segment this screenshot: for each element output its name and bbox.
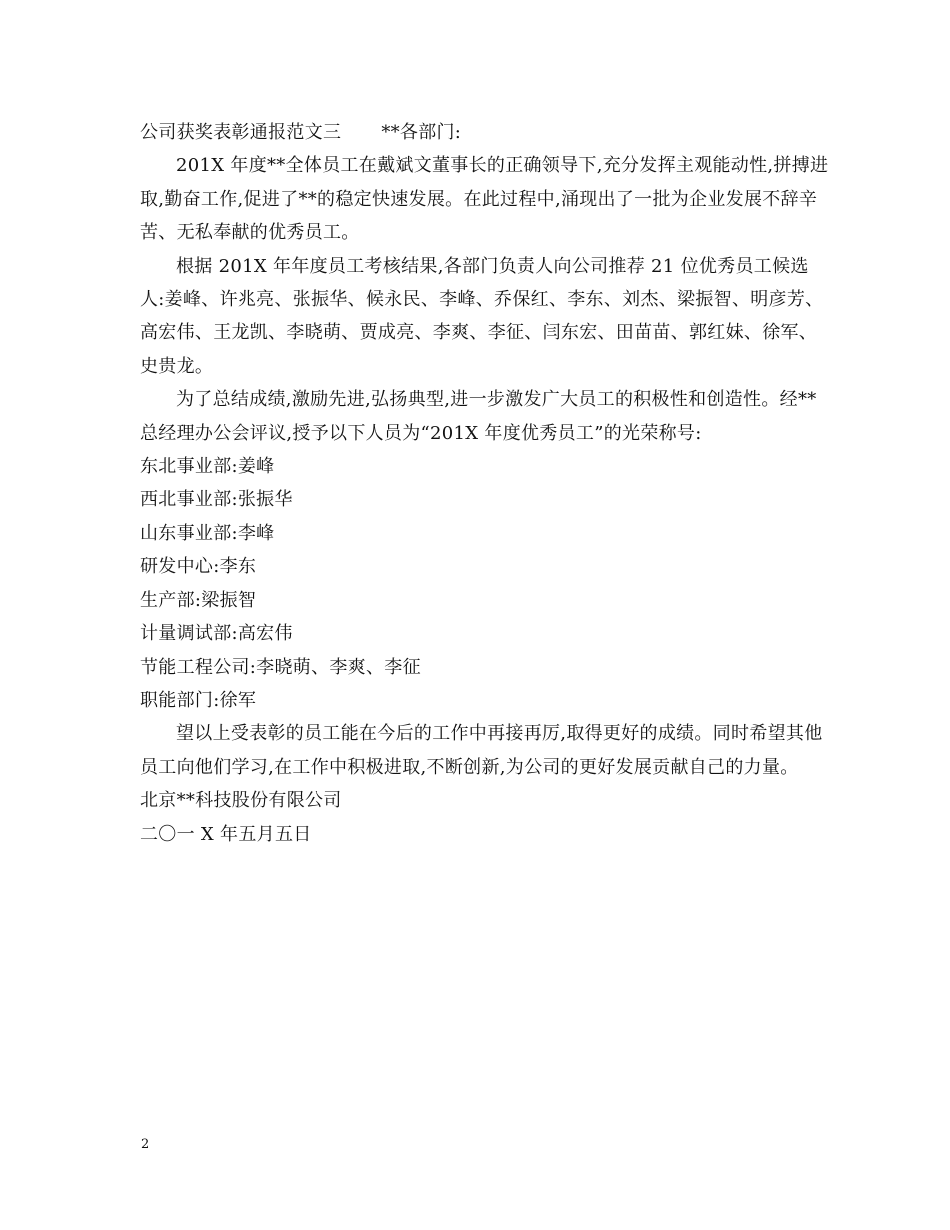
- paragraph-honor: 为了总结成绩,激励先进,弘扬典型,进一步激发广大员工的积极性和创造性。经**总经理办公会评议,授予以下人员为“201X 年度优秀员工”的光荣称号:: [140, 389, 817, 444]
- award-shandong: 山东事业部:李峰: [140, 522, 275, 544]
- award-northeast: 东北事业部:姜峰: [140, 456, 275, 478]
- award-energy-engineering: 节能工程公司:李晓萌、李爽、李征: [140, 656, 421, 678]
- document-heading-line: [140, 116, 830, 149]
- closing-paragraph: 望以上受表彰的员工能在今后的工作中再接再厉,取得更好的成绩。同时希望其他员工向他们学习,在工作中积极进取,不断创新,为公司的更好发展贡献自己的力量。: [140, 723, 823, 778]
- award-northwest: 西北事业部:张振华: [140, 489, 293, 511]
- document-date: 二〇一 X 年五月五日: [140, 823, 312, 845]
- document-salutation: **各部门:: [381, 122, 462, 143]
- award-metering: 计量调试部:高宏伟: [140, 623, 293, 645]
- award-production: 生产部:梁振智: [140, 589, 257, 611]
- award-functional-department: 职能部门:徐军: [140, 689, 257, 711]
- page-number: 2: [141, 1137, 150, 1152]
- document-body: [140, 116, 830, 851]
- company-signature: 北京**科技股份有限公司: [140, 790, 342, 812]
- paragraph-performance: 201X 年度**全体员工在戴斌文董事长的正确领导下,充分发挥主观能动性,拼搏进取,勤奋工作,促进了**的稳定快速发展。在此过程中,涌现出了一批为企业发展不辞辛苦、无私奉献的优秀员工。: [140, 155, 829, 244]
- paragraph-candidates: 根据 201X 年年度员工考核结果,各部门负责人向公司推荐 21 位优秀员工候选人:姜峰、许兆亮、张振华、候永民、李峰、乔保红、李东、刘杰、梁振智、明彦芳、高宏伟、王龙凯、李晓萌、贾成亮、李爽、李征、闫东宏、田苗苗、郭红妹、徐军、史贵龙。: [140, 255, 824, 377]
- document-title: 公司获奖表彰通报范文三: [140, 122, 342, 143]
- award-rd-center: 研发中心:李东: [140, 556, 257, 578]
